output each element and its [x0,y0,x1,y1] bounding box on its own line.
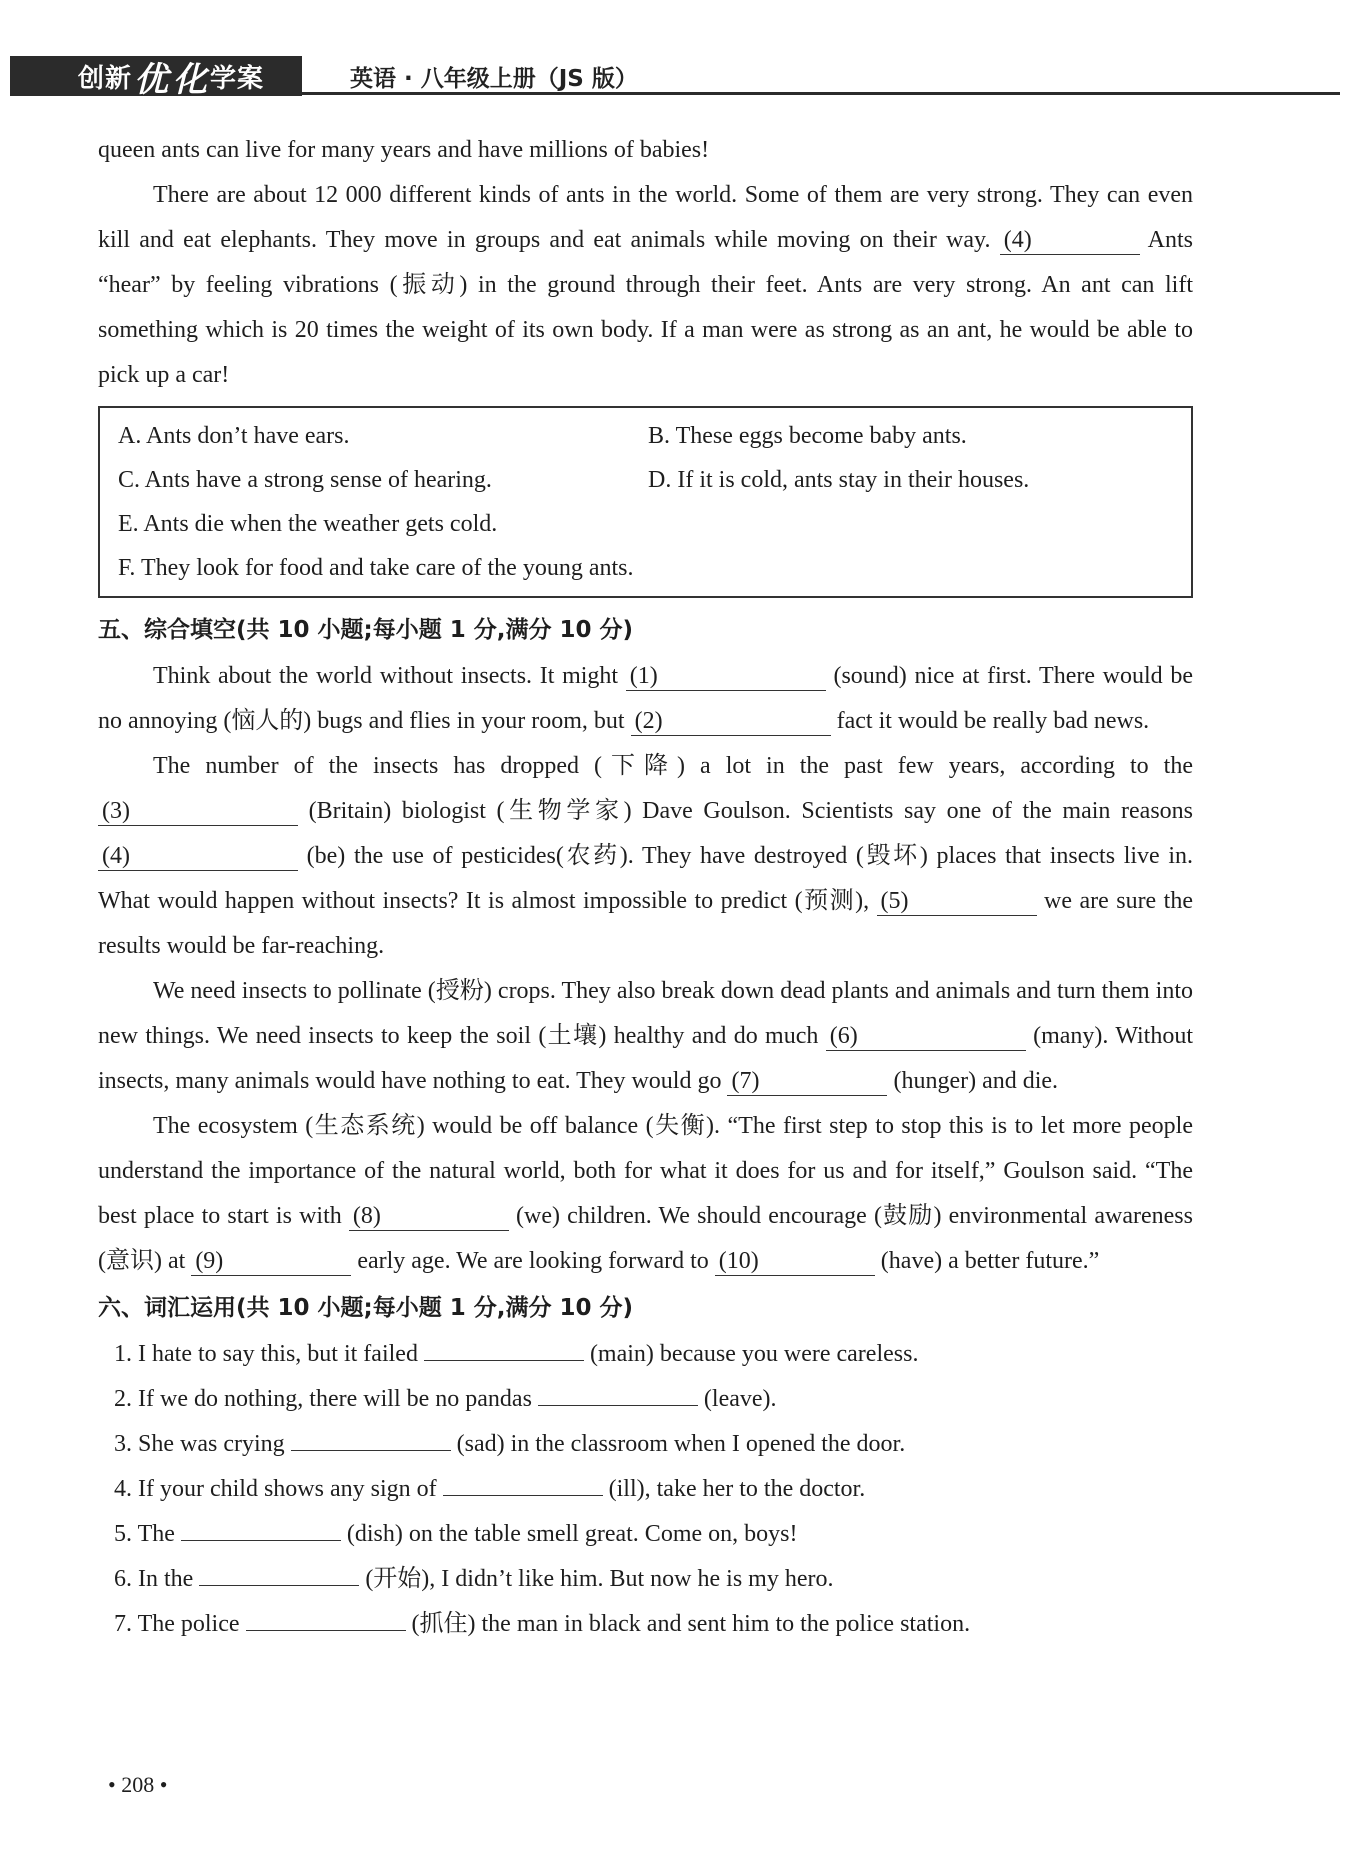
option-d: D. If it is cold, ants stay in their houses. [648,467,1030,493]
cloze-blank-6[interactable]: (6) [826,1022,1026,1051]
cloze-paragraph-2 [98,744,1193,969]
cloze-text: fact it would be really bad news. [836,708,1150,734]
vocab-item [98,1332,1193,1377]
vocab-text: (ill), take her to the doctor. [608,1476,866,1502]
book-title: 英语 · 八年级上册（JS 版） [350,66,638,92]
vocab-text: (dish) on the table smell great. Come on, boys! [346,1521,798,1547]
option-c: C. Ants have a strong sense of hearing. [118,467,492,493]
cloze-text: (hunger) and die. [893,1068,1059,1094]
passage-paragraph [98,173,1193,398]
cloze-text: The number of the insects has dropped (下降) a lot in the past few years, according to the [153,753,1193,779]
options-box [98,406,1193,598]
vocab-text: 2. If we do nothing, there will be no pandas [114,1386,532,1412]
cloze-text: we are sure the results would be far-reaching. [98,888,1194,959]
cloze-blank-9[interactable]: (9) [191,1247,351,1276]
vocab-text: (leave). [703,1386,777,1412]
passage-text: Ants “hear” by feeling vibrations (振动) in the ground through their feet. Ants are very strong. An ant can lift something which is 20 times the weight of its own body. If a man were as strong as an ant, he would be able to pick up a car! [98,227,1193,388]
vocab-blank-3[interactable] [291,1450,451,1451]
option-e: E. Ants die when the weather gets cold. [118,511,498,537]
vocab-blank-7[interactable] [246,1630,406,1631]
vocab-item [98,1557,1193,1602]
vocab-text: 5. The [114,1521,175,1547]
page-header [10,56,1340,100]
vocab-text: (抓住) the man in black and sent him to the police station. [411,1611,971,1637]
vocab-text: 1. I hate to say this, but it failed [114,1341,418,1367]
cloze-paragraph-3 [98,969,1193,1104]
logo-text-3: 化 [173,59,209,100]
vocab-text: (sad) in the classroom when I opened the door. [456,1431,906,1457]
page-content [98,128,1193,1647]
cloze-text: The ecosystem (生态系统) would be off balance (失衡). “The first step to stop this is to let more people understand the importance of the natural world, both for what it does for us and for itself,” Goulson said. “The best place to start is with [98,1113,1193,1229]
cloze-text: early age. We are looking forward to [357,1248,709,1274]
vocab-item [98,1422,1193,1467]
cloze-paragraph-4 [98,1104,1193,1284]
logo-text-2: 优 [134,59,170,100]
cloze-text: (we) children. We should encourage (鼓励) environmental awareness (意识) at [98,1203,1193,1274]
vocab-item [98,1602,1193,1647]
vocab-blank-1[interactable] [424,1360,584,1361]
cloze-blank-4[interactable]: (4) [98,842,298,871]
cloze-blank-7[interactable]: (7) [727,1067,887,1096]
vocab-text: 3. She was crying [114,1431,285,1457]
cloze-paragraph-1 [98,654,1193,744]
cloze-text: (sound) nice at first. There would be no annoying (恼人的) bugs and flies in your room, but [98,663,1194,734]
cloze-text: (have) a better future.” [880,1248,1100,1274]
vocab-text: 4. If your child shows any sign of [114,1476,437,1502]
option-a: A. Ants don’t have ears. [118,423,350,449]
cloze-blank-10[interactable]: (10) [715,1247,875,1276]
answer-blank-4[interactable]: (4) [1000,226,1140,255]
vocab-item [98,1512,1193,1557]
vocab-item [98,1377,1193,1422]
option-f: F. They look for food and take care of the young ants. [118,555,634,581]
vocab-text: 6. In the [114,1566,194,1592]
logo-text-4: 学案 [210,63,265,94]
vocab-text: 7. The police [114,1611,240,1637]
logo-text-1: 创新 [78,63,133,94]
cloze-text: (many). Without insects, many animals would have nothing to eat. They would go [98,1023,1194,1094]
cloze-blank-5[interactable]: (5) [877,887,1037,916]
section-5-title: 五、综合填空(共 10 小题;每小题 1 分,满分 10 分) [98,617,634,643]
vocab-blank-2[interactable] [538,1405,698,1406]
vocab-text: (开始), I didn’t like him. But now he is my hero. [365,1566,834,1592]
series-logo [10,56,302,100]
passage-text: There are about 12 000 different kinds of ants in the world. Some of them are very strong. They can even kill and eat elephants. They move in groups and eat animals while moving on their way. [98,182,1193,253]
cloze-text: (Britain) biologist (生物学家) Dave Goulson. Scientists say one of the main reasons [308,798,1194,824]
section-6-title: 六、词汇运用(共 10 小题;每小题 1 分,满分 10 分) [98,1295,634,1321]
cloze-blank-8[interactable]: (8) [349,1202,509,1231]
cloze-blank-1[interactable]: (1) [626,662,826,691]
passage-line: queen ants can live for many years and have millions of babies! [98,137,710,163]
option-b: B. These eggs become baby ants. [648,423,967,449]
vocab-blank-6[interactable] [199,1585,359,1586]
vocab-blank-4[interactable] [443,1495,603,1496]
cloze-text: (be) the use of pesticides(农药). They have destroyed (毁坏) places that insects live in. What would happen without insects? It is almost impossible to predict (预测), [98,843,1194,914]
vocab-item [98,1467,1193,1512]
cloze-text: We need insects to pollinate (授粉) crops. They also break down dead plants and animals and turn them into new things. We need insects to keep the soil (土壤) healthy and do much [98,978,1193,1049]
vocab-text: (main) because you were careless. [589,1341,919,1367]
cloze-blank-2[interactable]: (2) [631,707,831,736]
vocab-blank-5[interactable] [181,1540,341,1541]
page-number: • 208 • [108,1772,168,1797]
cloze-blank-3[interactable]: (3) [98,797,298,826]
cloze-text: Think about the world without insects. It might [153,663,619,689]
